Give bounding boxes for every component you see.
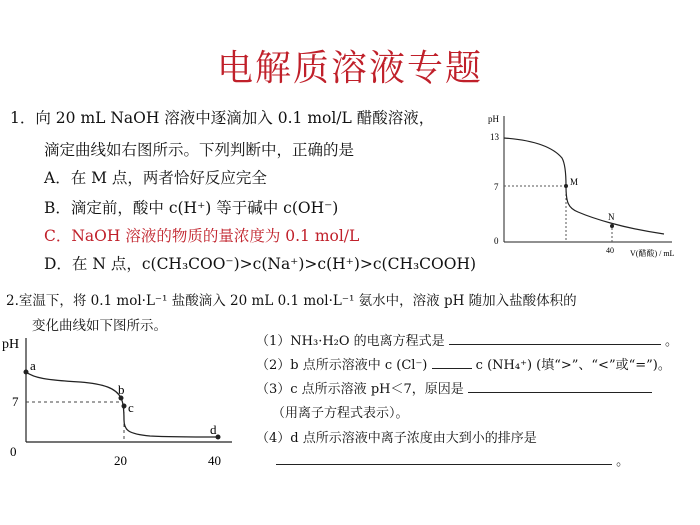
q1-point-m: [564, 184, 568, 188]
q2-y-tick-0: 0: [10, 444, 17, 459]
q1-label-n: N: [608, 212, 615, 222]
q1-x-axis-label: V(醋酸) / mL: [630, 249, 675, 258]
q2-x-tick-40: 40: [208, 453, 221, 468]
q2-point-a: [24, 370, 29, 375]
q1-stem-line2: 滴定曲线如右图所示。下列判断中，正确的是: [44, 141, 355, 159]
q2-sub1-answer-blank[interactable]: [449, 332, 661, 345]
q1-y-tick-7: 7: [494, 182, 499, 192]
q1-point-n: [610, 224, 614, 228]
q2-sub3-text: （3）c 点所示溶液 pH＜7，原因是: [256, 382, 464, 397]
q2-sub2-answer-blank[interactable]: [432, 356, 472, 369]
q2-sub1-end: 。: [664, 334, 678, 349]
q2-stem-line1: 2.室温下，将 0.1 mol·L⁻¹ 盐酸滴入 20 mL 0.1 mol·L⁻¹ 氨水中，溶液 pH 随加入盐酸体积的: [6, 293, 577, 309]
q1-y-axis-label: pH: [488, 114, 499, 124]
q1-option-b: B．滴定前，酸中 c(H⁺) 等于碱中 c(OH⁻): [44, 199, 339, 217]
q1-option-c: C．NaOH 溶液的物质的量浓度为 0.1 mol/L: [44, 227, 360, 245]
q2-sub3-note: （用离子方程式表示）。: [272, 406, 409, 421]
q2-y-axis-label: pH: [2, 337, 20, 352]
q2-sub4-end: 。: [616, 454, 630, 469]
q1-label-m: M: [570, 177, 579, 187]
q2-stem-line2: 变化曲线如下图所示。: [32, 318, 167, 334]
q2-sub1-text: （1）NH₃·H₂O 的电离方程式是: [256, 334, 445, 349]
q2-sub4-answer: [276, 450, 629, 469]
q2-label-d: d: [210, 422, 217, 437]
q2-x-tick-20: 20: [114, 453, 127, 468]
q2-sub4: （4）d 点所示溶液中离子浓度由大到小的排序是: [256, 431, 537, 446]
q2-sub2-text-b: c (NH₄⁺) (填“>”、“<”或“=”)。: [475, 358, 671, 373]
q1-option-d: D．在 N 点，c(CH₃COO⁻)>c(Na⁺)>c(H⁺)>c(CH₃COOH): [44, 255, 477, 273]
q2-sub4-answer-blank[interactable]: [276, 452, 612, 465]
q1-y-tick-0: 0: [494, 236, 499, 246]
q1-option-a: A．在 M 点，两者恰好反应完全: [44, 169, 267, 187]
page-title: 电解质溶液专题: [216, 48, 483, 89]
q2-y-tick-7: 7: [12, 394, 19, 409]
q1-titration-chart: [482, 110, 692, 268]
q1-x-tick-40: 40: [606, 246, 614, 255]
q1-stem-line1: 1．向 20 mL NaOH 溶液中逐滴加入 0.1 mol/L 醋酸溶液，: [10, 109, 435, 127]
q2-sub2-text-a: （2）b 点所示溶液中 c (Cl⁻): [256, 358, 428, 373]
q2-sub3-answer-blank[interactable]: [468, 380, 652, 393]
q2-point-c: [122, 404, 127, 409]
q2-sub3: [256, 378, 652, 397]
q1-y-tick-13: 13: [490, 132, 499, 142]
q2-titration-chart: [0, 330, 250, 475]
q2-sub1: [256, 330, 678, 349]
q2-label-c: c: [128, 400, 134, 415]
q2-sub2: [256, 354, 671, 373]
q2-label-a: a: [30, 358, 36, 373]
q2-label-b: b: [118, 382, 125, 397]
